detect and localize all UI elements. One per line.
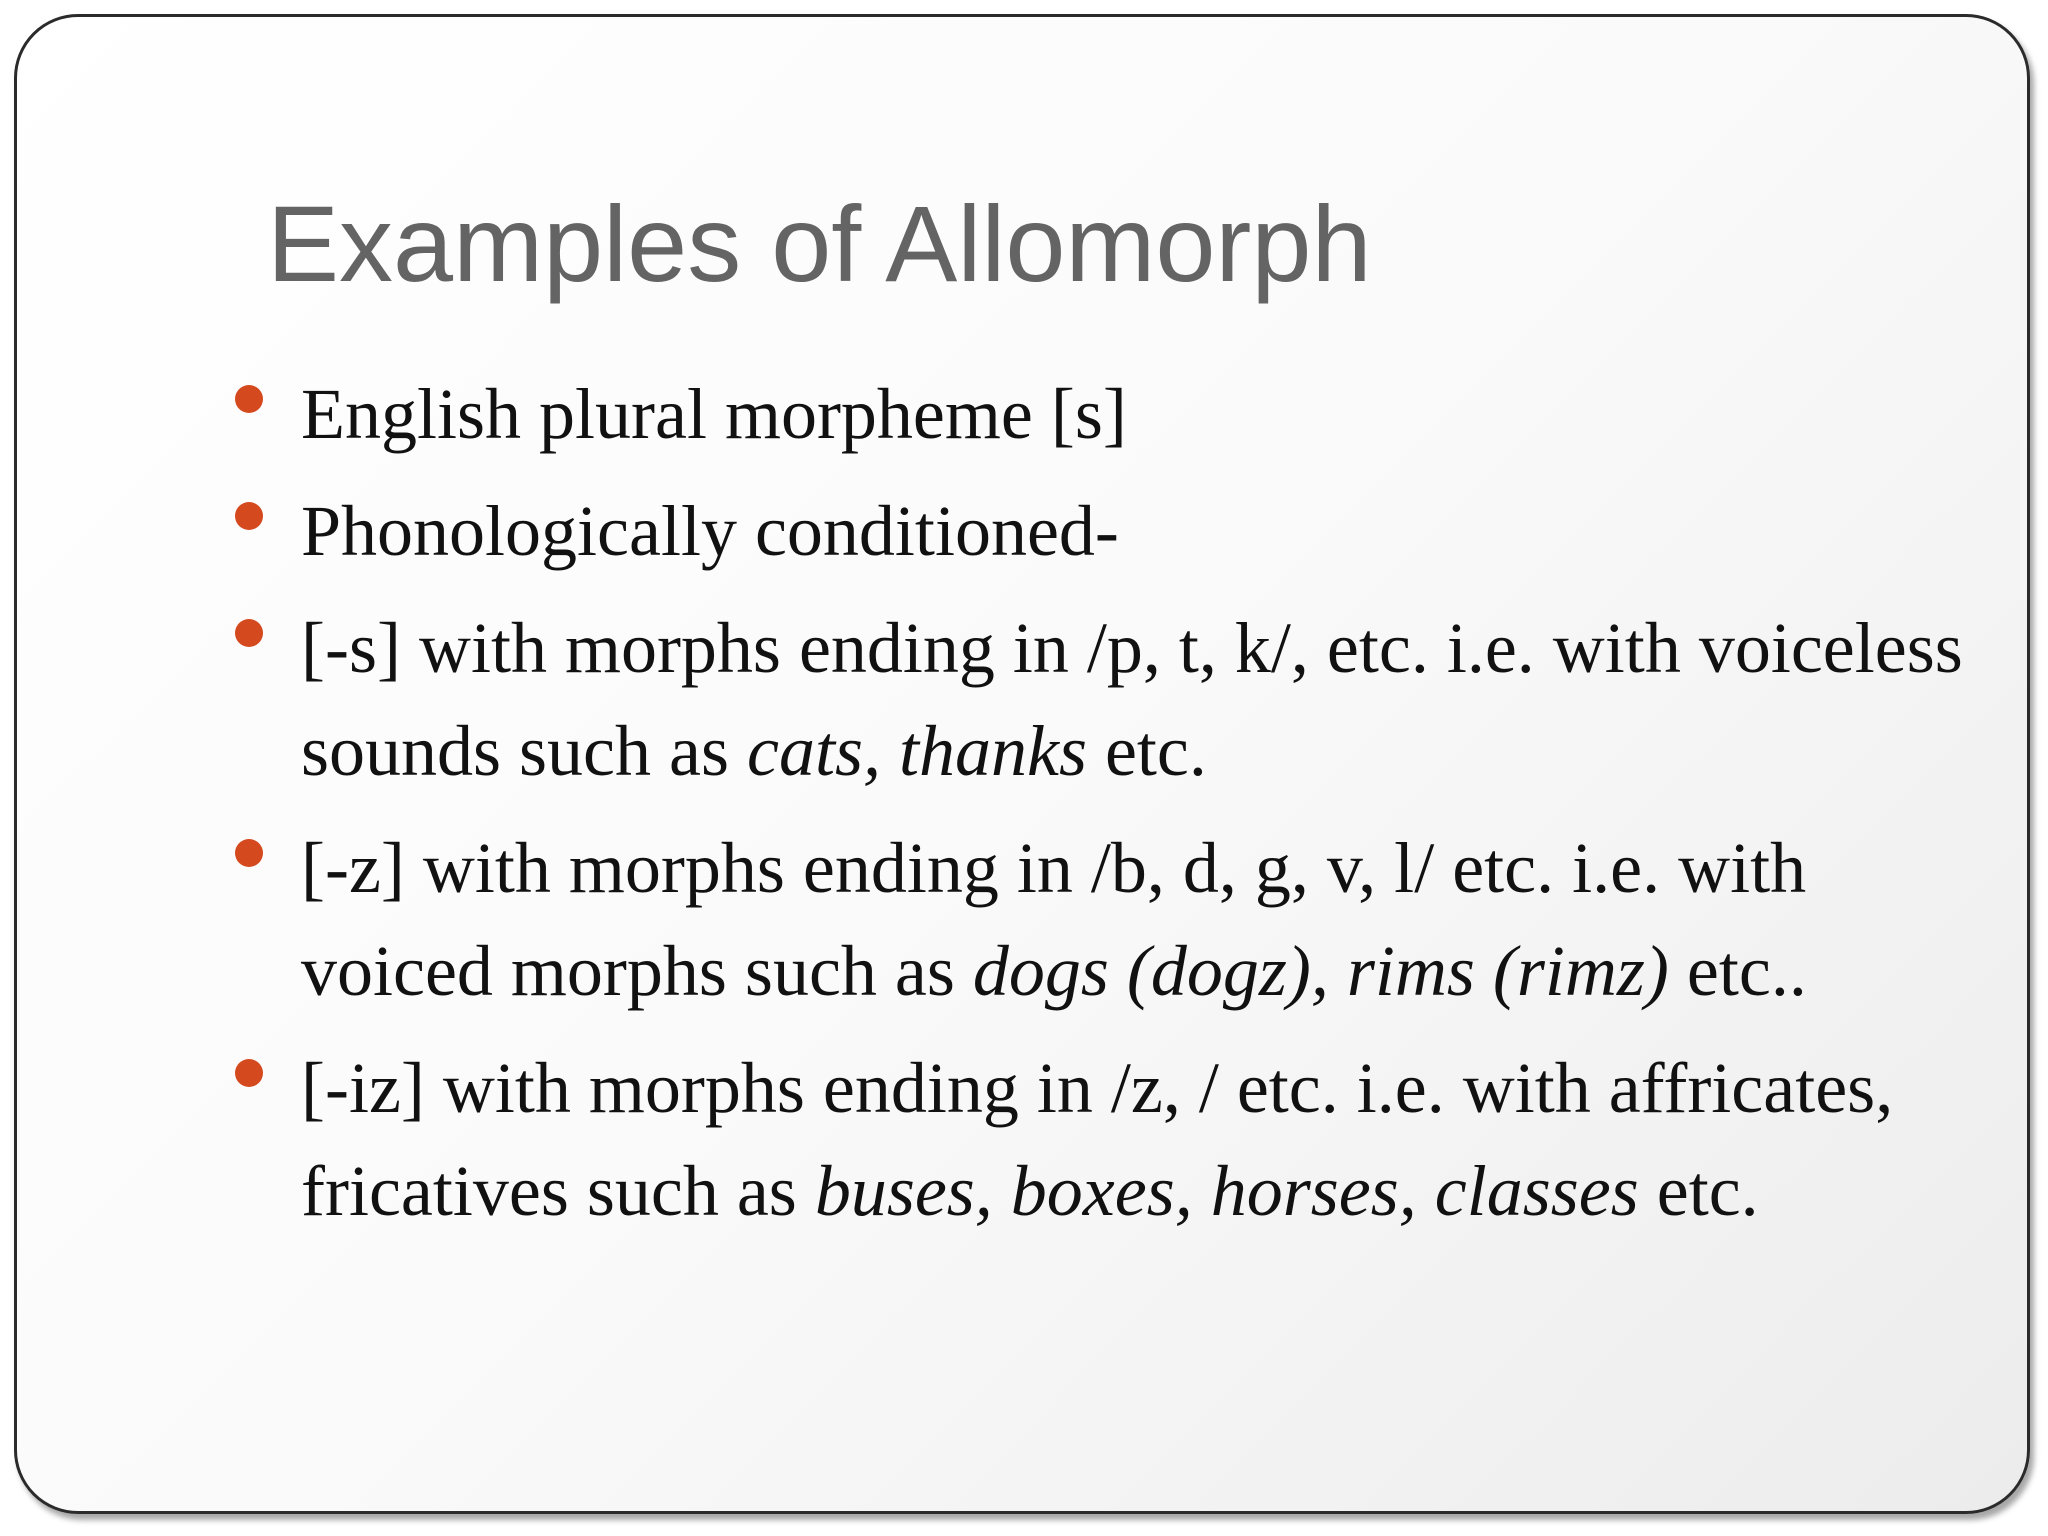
bullet-item-affricates-iz [229, 1037, 1989, 1243]
bullet-text: English plural morpheme [s] [301, 374, 1127, 454]
bullet-text-tail: etc. [1086, 711, 1207, 791]
bullet-text-lead: [-s] with morphs ending in /p, t, k/, etc. i.e. with voiceless sounds such as [301, 608, 1963, 791]
bullet-text-lead: [-iz] with morphs ending in /z, / etc. i.e. with affricates, fricatives such as [301, 1048, 1894, 1231]
bullet-dot-icon [235, 619, 263, 647]
bullet-text-tail: etc. [1638, 1151, 1759, 1231]
bullet-examples: buses, boxes, horses, classes [814, 1151, 1639, 1231]
bullet-item-phonologically-conditioned [229, 480, 1989, 583]
slide [14, 14, 2030, 1514]
bullet-text-tail: etc.. [1668, 931, 1807, 1011]
bullet-dot-icon [235, 385, 263, 413]
slide-title: Examples of Allomorph [267, 183, 1372, 304]
bullet-examples: cats, thanks [747, 711, 1087, 791]
bullet-dot-icon [235, 839, 263, 867]
bullet-text: Phonologically conditioned- [301, 491, 1119, 571]
bullet-dot-icon [235, 1059, 263, 1087]
bullet-text-lead: [-z] with morphs ending in /b, d, g, v, l/ etc. i.e. with voiced morphs such as [301, 828, 1807, 1011]
bullet-item-voiced-z [229, 817, 1989, 1023]
bullet-item-voiceless-s [229, 597, 1989, 803]
bullet-item-plural-morpheme [229, 363, 1989, 466]
bullet-dot-icon [235, 502, 263, 530]
bullet-examples: dogs (dogz), rims (rimz) [972, 931, 1669, 1011]
bullet-list [229, 363, 1989, 1257]
